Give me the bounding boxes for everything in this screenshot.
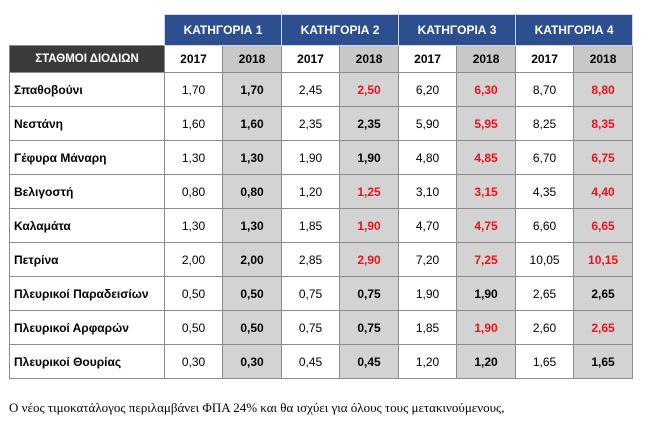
price-2018-increased-cell: 5,95 (457, 107, 516, 141)
price-2018-cell: 0,80 (223, 175, 282, 209)
table-row (10, 209, 633, 243)
station-name-cell: Πλευρικοί Αρφαρών (10, 311, 165, 345)
price-2018-increased-cell: 6,75 (574, 141, 633, 175)
price-2017-cell: 1,20 (282, 175, 340, 209)
price-2018-cell: 0,50 (223, 311, 282, 345)
price-2018-cell: 0,50 (223, 277, 282, 311)
price-2018-increased-cell: 6,65 (574, 209, 633, 243)
price-2018-cell: 1,70 (223, 73, 282, 107)
station-name-cell: Γέφυρα Μάναρη (10, 141, 165, 175)
price-2017-cell: 2,85 (282, 243, 340, 277)
station-name-cell: Πλευρικοί Παραδεισίων (10, 277, 165, 311)
category-4-header: ΚΑΤΗΓΟΡΙΑ 4 (516, 15, 633, 46)
price-2017-cell: 8,25 (516, 107, 574, 141)
price-2017-cell: 2,60 (516, 311, 574, 345)
price-2018-increased-cell: 8,35 (574, 107, 633, 141)
price-2017-cell: 0,75 (282, 311, 340, 345)
price-2017-cell: 6,70 (516, 141, 574, 175)
price-2017-cell: 1,90 (399, 277, 457, 311)
table-row (10, 141, 633, 175)
price-2018-increased-cell: 2,65 (574, 311, 633, 345)
station-name-cell: Βελιγοστή (10, 175, 165, 209)
price-2017-cell: 0,50 (165, 311, 223, 345)
price-2017-cell: 4,35 (516, 175, 574, 209)
table-row (10, 243, 633, 277)
price-2017-cell: 7,20 (399, 243, 457, 277)
price-2017-cell: 1,85 (399, 311, 457, 345)
price-2017-cell: 1,90 (282, 141, 340, 175)
price-2018-cell: 2,65 (574, 277, 633, 311)
price-2018-cell: 1,65 (574, 345, 633, 379)
price-2017-cell: 0,75 (282, 277, 340, 311)
year-2018-header: 2018 (223, 46, 282, 73)
price-2018-increased-cell: 7,25 (457, 243, 516, 277)
price-2018-increased-cell: 1,90 (457, 311, 516, 345)
price-2018-cell: 0,45 (340, 345, 399, 379)
category-1-header: ΚΑΤΗΓΟΡΙΑ 1 (165, 15, 282, 46)
price-2017-cell: 1,60 (165, 107, 223, 141)
price-2017-cell: 10,05 (516, 243, 574, 277)
price-2018-cell: 0,75 (340, 277, 399, 311)
price-2017-cell: 2,35 (282, 107, 340, 141)
price-2018-increased-cell: 3,15 (457, 175, 516, 209)
price-2018-increased-cell: 10,15 (574, 243, 633, 277)
table-row (10, 73, 633, 107)
year-header-row (10, 46, 633, 73)
price-2017-cell: 6,60 (516, 209, 574, 243)
station-column-header: ΣΤΑΘΜΟΙ ΔΙΟΔΙΩΝ (10, 46, 165, 73)
price-2018-increased-cell: 6,30 (457, 73, 516, 107)
price-2018-increased-cell: 4,85 (457, 141, 516, 175)
category-3-header: ΚΑΤΗΓΟΡΙΑ 3 (399, 15, 516, 46)
price-2018-cell: 0,30 (223, 345, 282, 379)
price-2018-cell: 1,20 (457, 345, 516, 379)
price-2017-cell: 2,65 (516, 277, 574, 311)
price-2017-cell: 3,10 (399, 175, 457, 209)
price-2018-increased-cell: 4,75 (457, 209, 516, 243)
price-2018-cell: 0,75 (340, 311, 399, 345)
price-2017-cell: 4,80 (399, 141, 457, 175)
vat-note-text: Ο νέος τιμοκατάλογος περιλαμβάνει ΦΠΑ 24% και θα ισχύει για όλους τους μετακινούμενους, (9, 400, 505, 415)
price-2017-cell: 0,30 (165, 345, 223, 379)
year-2017-header: 2017 (282, 46, 340, 73)
price-2017-cell: 1,20 (399, 345, 457, 379)
price-2017-cell: 2,00 (165, 243, 223, 277)
table-row (10, 311, 633, 345)
price-2018-cell: 1,90 (340, 141, 399, 175)
category-2-header: ΚΑΤΗΓΟΡΙΑ 2 (282, 15, 399, 46)
price-2017-cell: 1,85 (282, 209, 340, 243)
price-2017-cell: 1,65 (516, 345, 574, 379)
toll-price-table (9, 14, 633, 379)
year-2018-header: 2018 (574, 46, 633, 73)
category-header-row (10, 15, 633, 46)
price-2018-increased-cell: 8,80 (574, 73, 633, 107)
toll-table-body (10, 73, 633, 379)
station-name-cell: Σπαθοβούνι (10, 73, 165, 107)
price-2018-cell: 2,35 (340, 107, 399, 141)
station-name-cell: Νεστάνη (10, 107, 165, 141)
table-row (10, 107, 633, 141)
price-2018-cell: 1,30 (223, 209, 282, 243)
price-2017-cell: 1,30 (165, 141, 223, 175)
price-2018-increased-cell: 2,50 (340, 73, 399, 107)
price-2017-cell: 4,70 (399, 209, 457, 243)
price-2018-increased-cell: 1,90 (340, 209, 399, 243)
price-2018-cell: 2,00 (223, 243, 282, 277)
station-name-cell: Πετρίνα (10, 243, 165, 277)
table-row (10, 277, 633, 311)
table-row (10, 345, 633, 379)
price-2018-increased-cell: 4,40 (574, 175, 633, 209)
price-2017-cell: 0,80 (165, 175, 223, 209)
year-2018-header: 2018 (340, 46, 399, 73)
year-2017-header: 2017 (399, 46, 457, 73)
blank-corner (10, 15, 165, 46)
price-2018-increased-cell: 1,25 (340, 175, 399, 209)
price-2018-increased-cell: 2,90 (340, 243, 399, 277)
price-2017-cell: 8,70 (516, 73, 574, 107)
station-name-cell: Πλευρικοί Θουρίας (10, 345, 165, 379)
price-2018-cell: 1,60 (223, 107, 282, 141)
year-2017-header: 2017 (165, 46, 223, 73)
price-2018-cell: 1,90 (457, 277, 516, 311)
price-2017-cell: 2,45 (282, 73, 340, 107)
price-2017-cell: 0,50 (165, 277, 223, 311)
station-name-cell: Καλαμάτα (10, 209, 165, 243)
table-row (10, 175, 633, 209)
price-2017-cell: 1,70 (165, 73, 223, 107)
price-2017-cell: 6,20 (399, 73, 457, 107)
price-2017-cell: 5,90 (399, 107, 457, 141)
price-2018-cell: 1,30 (223, 141, 282, 175)
price-2017-cell: 1,30 (165, 209, 223, 243)
price-2017-cell: 0,45 (282, 345, 340, 379)
year-2017-header: 2017 (516, 46, 574, 73)
year-2018-header: 2018 (457, 46, 516, 73)
